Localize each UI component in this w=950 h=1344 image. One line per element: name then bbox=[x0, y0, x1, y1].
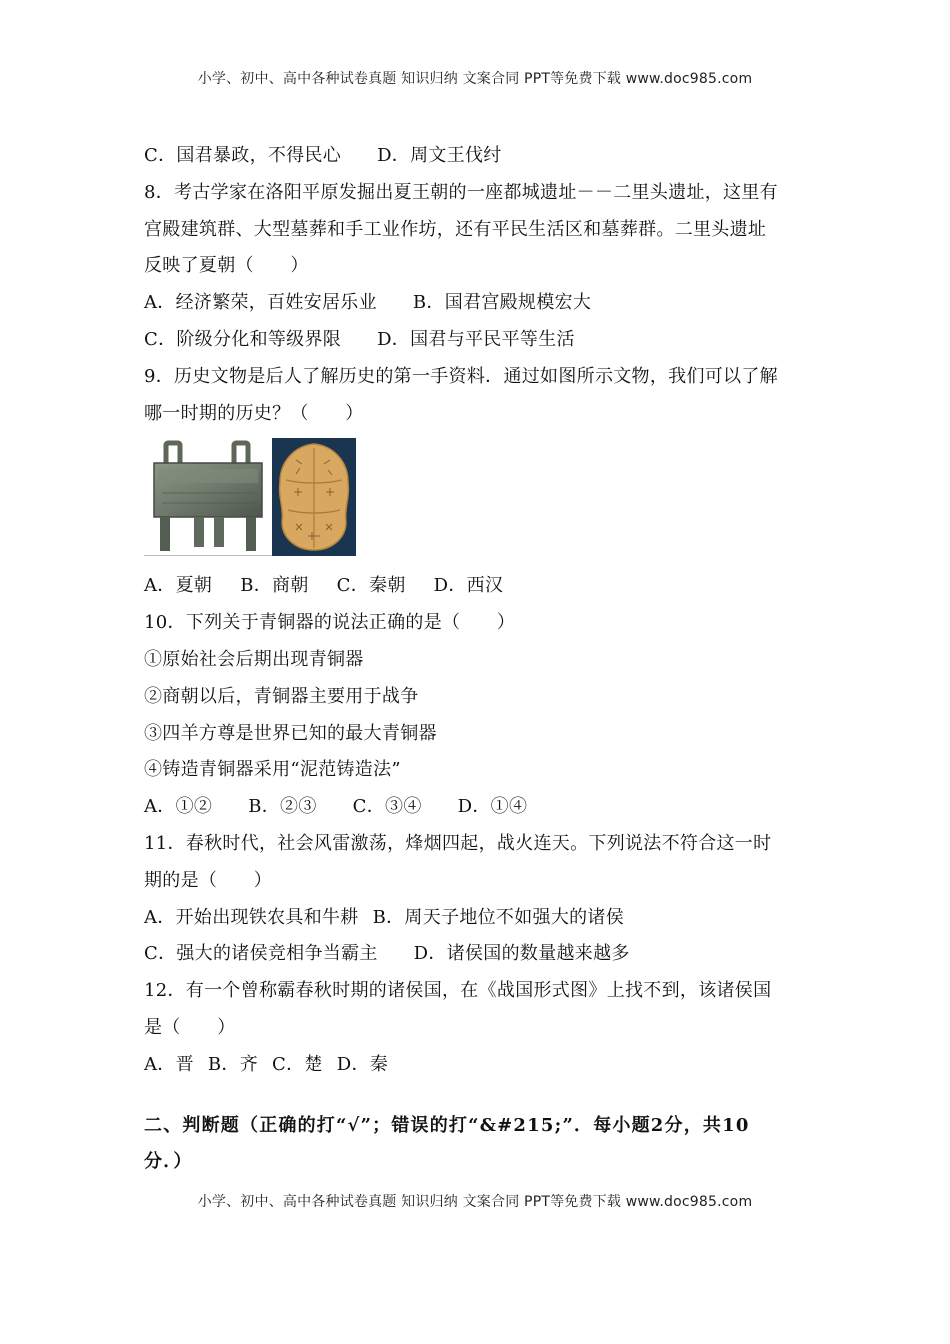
q9-options bbox=[144, 568, 812, 605]
q10-options bbox=[144, 789, 812, 826]
question-9 bbox=[144, 359, 812, 605]
q10-stem: 10．下列关于青铜器的说法正确的是（ ） bbox=[144, 612, 516, 634]
q8-option-d: D．国君与平民平等生活 bbox=[377, 328, 575, 350]
q10-statement-4: ④铸造青铜器采用“泥范铸造法” bbox=[144, 759, 401, 781]
oracle-bone-image bbox=[272, 438, 356, 556]
page-footer: 小学、初中、高中各种试卷真题 知识归纳 文案合同 PPT等免费下载 www.doc985.com bbox=[197, 1194, 753, 1210]
q8-option-a: A．经济繁荣，百姓安居乐业 bbox=[144, 292, 377, 314]
q8-stem-line-3: 反映了夏朝（ ） bbox=[144, 255, 309, 277]
q9-stem-line-1: 9．历史文物是后人了解历史的第一手资料．通过如图所示文物，我们可以了解 bbox=[144, 365, 778, 387]
page-header: 小学、初中、高中各种试卷真题 知识归纳 文案合同 PPT等免费下载 www.doc985.com bbox=[197, 71, 753, 87]
q12-option-b: B．齐 bbox=[207, 1053, 259, 1075]
q8-stem-line-1: 8．考古学家在洛阳平原发掘出夏王朝的一座都城遗址－－二里头遗址，这里有 bbox=[144, 181, 778, 203]
q12-option-d: D．秦 bbox=[336, 1053, 389, 1075]
q10-option-c: C．③④ bbox=[352, 796, 422, 818]
document-body bbox=[144, 138, 812, 1181]
section-2-title-line-2: 分．） bbox=[144, 1151, 193, 1173]
q9-artifact-images bbox=[144, 434, 812, 556]
question-8 bbox=[144, 175, 812, 359]
q7-option-c: C．国君暴政，不得民心 bbox=[144, 145, 342, 166]
q10-statement-2: ②商朝以后，青铜器主要用于战争 bbox=[144, 685, 419, 707]
q8-options-row-2 bbox=[144, 322, 812, 359]
q8-option-c: C．阶级分化和等级界限 bbox=[144, 328, 342, 350]
question-10 bbox=[144, 605, 812, 826]
q11-option-a: A．开始出现铁农具和牛耕 bbox=[144, 906, 359, 928]
question-12 bbox=[144, 973, 812, 1083]
bronze-ding-icon bbox=[144, 437, 272, 555]
q10-option-a: A．①② bbox=[144, 796, 213, 818]
q9-option-b: B．商朝 bbox=[240, 575, 309, 597]
q9-option-c: C．秦朝 bbox=[336, 575, 406, 597]
section-2-heading bbox=[144, 1108, 812, 1182]
section-2-title-line-1: 二、判断题（正确的打“√”；错误的打“&#215;”．每小题2分，共10 bbox=[144, 1114, 750, 1136]
q11-option-c: C．强大的诸侯竞相争当霸主 bbox=[144, 943, 378, 965]
q11-stem-line-1: 11．春秋时代，社会风雷激荡，烽烟四起，战火连天。下列说法不符合这一时 bbox=[144, 832, 772, 854]
q10-statement-3: ③四羊方尊是世界已知的最大青铜器 bbox=[144, 722, 437, 744]
q12-options bbox=[144, 1047, 812, 1084]
bronze-ding-image bbox=[144, 437, 272, 556]
q10-statement-1: ①原始社会后期出现青铜器 bbox=[144, 648, 364, 670]
q8-options-row-1 bbox=[144, 285, 812, 322]
q12-option-c: C．楚 bbox=[272, 1053, 323, 1075]
q7-option-d: D．周文王伐纣 bbox=[377, 145, 502, 166]
q11-options-row-2 bbox=[144, 936, 812, 973]
q11-option-d: D．诸侯国的数量越来越多 bbox=[413, 943, 630, 965]
q11-options-row-1 bbox=[144, 900, 812, 937]
oracle-bone-icon bbox=[272, 438, 356, 556]
q10-option-b: B．②③ bbox=[248, 796, 317, 818]
q7-options-tail bbox=[144, 138, 812, 175]
q11-stem-line-2: 期的是（ ） bbox=[144, 869, 273, 891]
q12-stem-line-1: 12．有一个曾称霸春秋时期的诸侯国，在《战国形式图》上找不到，该诸侯国 bbox=[144, 980, 772, 1002]
q9-option-a: A．夏朝 bbox=[144, 575, 213, 597]
q8-stem-line-2: 宫殿建筑群、大型墓葬和手工业作坊，还有平民生活区和墓葬群。二里头遗址 bbox=[144, 218, 767, 240]
q9-option-d: D．西汉 bbox=[433, 575, 504, 597]
question-11 bbox=[144, 826, 812, 973]
q12-stem-line-2: 是（ ） bbox=[144, 1016, 236, 1038]
q10-option-d: D．①④ bbox=[457, 796, 528, 818]
q11-option-b: B．周天子地位不如强大的诸侯 bbox=[372, 906, 625, 928]
q12-option-a: A．晋 bbox=[144, 1053, 194, 1075]
q9-stem-line-2: 哪一时期的历史？（ ） bbox=[144, 402, 364, 424]
q8-option-b: B．国君宫殿规模宏大 bbox=[412, 292, 592, 314]
